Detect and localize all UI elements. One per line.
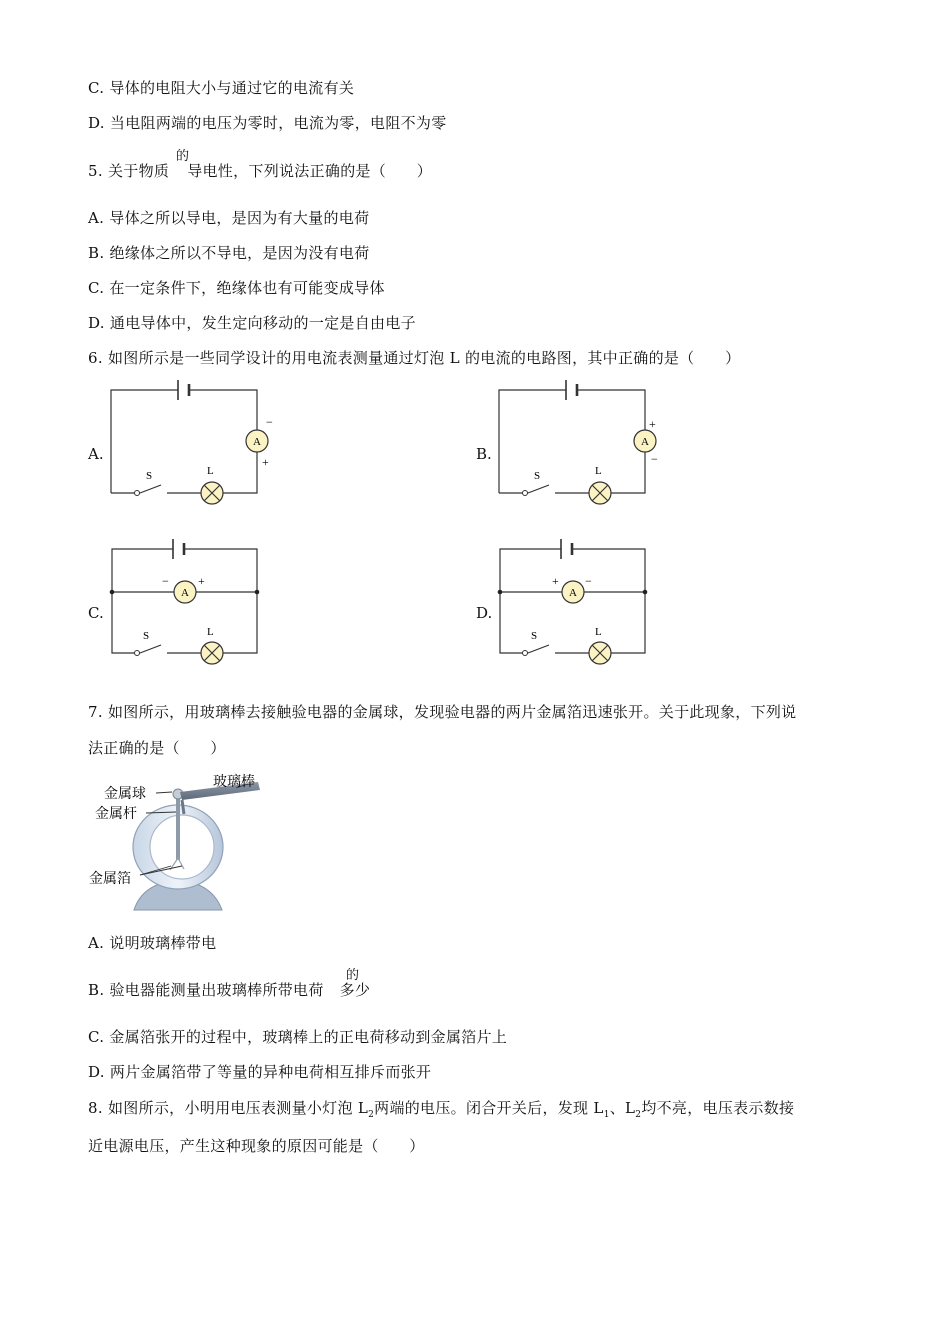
q8-stem-1c: 、L (609, 1099, 636, 1117)
svg-text:金属球: 金属球 (104, 787, 146, 802)
svg-text:S: S (531, 630, 538, 642)
q7-stem-line2: 法正确的是（ ） (88, 739, 226, 757)
circuit-diagram-b (488, 375, 668, 510)
q8-sub-2: 2 (368, 1110, 375, 1120)
q6-label-c: C. (88, 604, 104, 622)
svg-text:S: S (143, 630, 150, 642)
q7-option-c: C. 金属箔张开的过程中，玻璃棒上的正电荷移动到金属箔片上 (88, 1028, 508, 1046)
svg-text:S: S (534, 470, 541, 482)
svg-text:A: A (641, 436, 649, 448)
circuit-diagram-a (100, 375, 280, 510)
q5-option-d: D. 通电导体中，发生定向移动的一定是自由电子 (88, 314, 416, 332)
q8-stem-1b: 两端的电压。闭合开关后，发现 L (374, 1099, 604, 1117)
electroscope-figure (86, 770, 276, 915)
q5-option-c: C. 在一定条件下，绝缘体也有可能变成导体 (88, 279, 385, 297)
q7-stem-line1: 7. 如图所示，用玻璃棒去接触验电器的金属球，发现验电器的两片金属箔迅速张开。关于此现象，下列说 (88, 703, 797, 721)
svg-text:L: L (207, 626, 214, 638)
circuit-diagram-c (100, 535, 280, 670)
q6-label-d: D. (476, 604, 493, 622)
q6-label-a: A. (88, 445, 104, 463)
q7-option-b (88, 979, 370, 1000)
svg-text:−: − (266, 415, 273, 429)
q5-stem-b: 导电性，下列说法正确的是（ ） (187, 162, 432, 180)
q8-stem-1d: 均不亮，电压表示数接 (641, 1099, 795, 1117)
q7-option-b-a: B. 验电器能测量出玻璃棒所带电荷 (88, 981, 324, 999)
q5-floating-char: 的 (176, 149, 190, 164)
svg-text:A: A (181, 587, 189, 599)
svg-text:+: + (198, 574, 205, 588)
svg-text:A: A (569, 587, 577, 599)
q7-floating-char: 的 (346, 968, 360, 983)
q8-stem-line1 (88, 1097, 794, 1120)
svg-text:+: + (649, 417, 656, 431)
svg-text:L: L (595, 626, 602, 638)
svg-text:玻璃棒: 玻璃棒 (213, 775, 255, 790)
svg-text:金属箔: 金属箔 (89, 872, 131, 887)
svg-text:−: − (651, 452, 658, 466)
q7-option-b-b: 多少 (339, 981, 371, 999)
circuit-diagram-d (488, 535, 668, 670)
q7-option-a: A. 说明玻璃棒带电 (88, 934, 217, 952)
svg-text:−: − (585, 574, 592, 588)
svg-text:S: S (146, 470, 153, 482)
q8-stem-line2: 近电源电压，产生这种现象的原因可能是（ ） (88, 1137, 425, 1155)
q4-option-c: C. 导体的电阻大小与通过它的电流有关 (88, 79, 355, 97)
q6-stem: 6. 如图所示是一些同学设计的用电流表测量通过灯泡 L 的电流的电路图，其中正确的是（ ） (88, 349, 741, 367)
q5-stem (88, 160, 432, 181)
q5-option-b: B. 绝缘体之所以不导电，是因为没有电荷 (88, 244, 370, 262)
svg-text:−: − (162, 574, 169, 588)
svg-text:L: L (207, 465, 214, 477)
q8-sub-2b: 2 (635, 1110, 642, 1120)
q5-stem-a: 5. 关于物质 (88, 162, 170, 180)
svg-text:A: A (253, 436, 261, 448)
q4-option-d: D. 当电阻两端的电压为零时，电流为零，电阻不为零 (88, 114, 447, 132)
q5-option-a: A. 导体之所以导电，是因为有大量的电荷 (88, 209, 370, 227)
svg-text:+: + (262, 455, 269, 469)
svg-text:金属杆: 金属杆 (95, 807, 137, 822)
q8-sub-1: 1 (603, 1110, 610, 1120)
q7-option-d: D. 两片金属箔带了等量的异种电荷相互排斥而张开 (88, 1063, 432, 1081)
svg-text:L: L (595, 465, 602, 477)
q6-label-b: B. (476, 445, 492, 463)
q8-stem-1a: 8. 如图所示，小明用电压表测量小灯泡 L (88, 1099, 369, 1117)
svg-text:+: + (552, 574, 559, 588)
